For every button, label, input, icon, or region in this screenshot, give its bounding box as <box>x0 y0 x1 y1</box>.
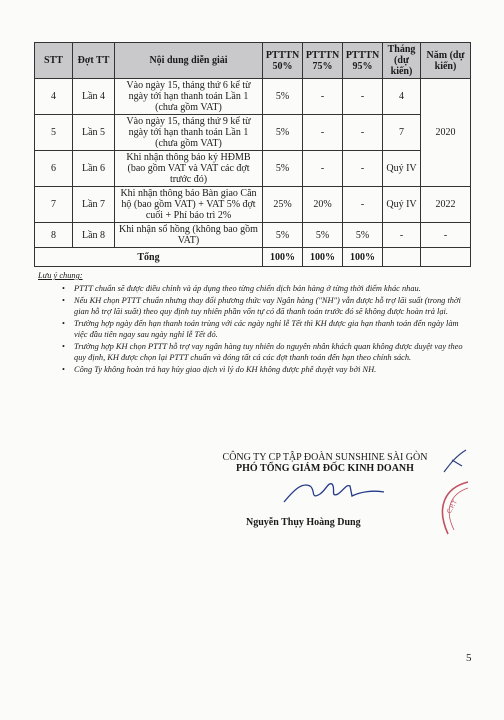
cell-p95: - <box>343 151 383 187</box>
cell-p50: 5% <box>263 223 303 248</box>
cell-p75: - <box>303 151 343 187</box>
page-number: 5 <box>466 652 472 664</box>
list-item: • Trường hợp KH chọn PTTT hỗ trợ vay ngân hàng tuy nhiên do nguyên nhân khách quan không được duyệt vay theo quy định, KH được chọn lại PTTT chuẩn và đóng tất cả các đợt thanh toán đến hạn theo chính sách. <box>62 342 463 362</box>
signer-name: Nguyễn Thụy Hoàng Dung <box>246 517 361 528</box>
general-notes <box>38 270 468 376</box>
notes-list <box>38 283 468 375</box>
cell-thang: Quý IV <box>383 187 421 223</box>
cell-p75: 5% <box>303 223 343 248</box>
col-dot-tt: Đợt TT <box>73 43 115 79</box>
company-name: CÔNG TY CP TẬP ĐOÀN SUNSHINE SÀI GÒN <box>222 452 428 463</box>
table-row <box>35 115 471 151</box>
cell-p50: 25% <box>263 187 303 223</box>
svg-text:C.P.T: C.P.T <box>445 499 459 515</box>
cell-p95: - <box>343 79 383 115</box>
cell-stt: 7 <box>35 187 73 223</box>
cell-noi-dung: Vào ngày 15, tháng thứ 9 kể từ ngày tới hạn thanh toán Lần 1 (chưa gồm VAT) <box>115 115 263 151</box>
col-thang: Tháng (dự kiến) <box>383 43 421 79</box>
cell-dot: Lần 8 <box>73 223 115 248</box>
col-pttn-95: PTTTN 95% <box>343 43 383 79</box>
cell-thang: - <box>383 223 421 248</box>
cell-thang: 7 <box>383 115 421 151</box>
cell-dot: Lần 7 <box>73 187 115 223</box>
table-row <box>35 151 471 187</box>
cell-noi-dung: Vào ngày 15, tháng thứ 6 kể từ ngày tới hạn thanh toán Lần 1 (chưa gồm VAT) <box>115 79 263 115</box>
bullet: • <box>62 319 65 328</box>
handwritten-signature-icon <box>280 472 390 512</box>
table-row <box>35 223 471 248</box>
list-item: • PTTT chuẩn sẽ được điều chỉnh và áp dụng theo từng chiến dịch bán hàng ở từng thời điểm khác nhau. <box>62 284 421 293</box>
cell-p95: - <box>343 187 383 223</box>
cell-stt: 5 <box>35 115 73 151</box>
cell-p75: - <box>303 115 343 151</box>
cell-thang: 4 <box>383 79 421 115</box>
table-row <box>35 187 471 223</box>
cell-p75: - <box>303 79 343 115</box>
col-noi-dung: Nội dung diễn giải <box>115 43 263 79</box>
cell-dot: Lần 6 <box>73 151 115 187</box>
signer-role: PHÓ TỔNG GIÁM ĐỐC KINH DOANH <box>236 463 414 474</box>
pen-flourish-icon <box>440 446 470 476</box>
list-item: • Công Ty không hoàn trả hay hủy giao dịch vì lý do KH không được phê duyệt vay bởi NH. <box>62 365 377 374</box>
bullet: • <box>62 365 65 374</box>
total-p95: 100% <box>343 248 383 267</box>
bullet: • <box>62 296 65 305</box>
total-p50: 100% <box>263 248 303 267</box>
cell-noi-dung: Khi nhận thông báo ký HĐMB (bao gồm VAT và VAT các đợt trước đó) <box>115 151 263 187</box>
cell-p75: 20% <box>303 187 343 223</box>
total-empty <box>421 248 471 267</box>
cell-stt: 4 <box>35 79 73 115</box>
cell-nam: - <box>421 223 471 248</box>
col-stt: STT <box>35 43 73 79</box>
list-item: • Nếu KH chọn PTTT chuẩn nhưng thay đổi phương thức vay Ngân hàng ("NH") vẫn được hỗ trợ lãi suất (trong thời gian hỗ trợ lãi suất) theo quy định tuy nhiên phần vốn tự có đã thanh toán trước đó sẽ không được hoàn trả lại. <box>62 296 461 316</box>
cell-noi-dung: Khi nhận thông báo Bàn giao Căn hộ (bao gồm VAT) + VAT 5% đợt cuối + Phí bảo trì 2% <box>115 187 263 223</box>
cell-nam-2022: 2022 <box>421 187 471 223</box>
cell-p50: 5% <box>263 115 303 151</box>
cell-thang: Quý IV <box>383 151 421 187</box>
table-row <box>35 79 471 115</box>
total-p75: 100% <box>303 248 343 267</box>
cell-p50: 5% <box>263 79 303 115</box>
total-label: Tổng <box>35 248 263 267</box>
cell-dot: Lần 5 <box>73 115 115 151</box>
col-pttn-50: PTTTN 50% <box>263 43 303 79</box>
signature-block <box>180 452 470 474</box>
cell-p95: 5% <box>343 223 383 248</box>
cell-p50: 5% <box>263 151 303 187</box>
table-header-row <box>35 43 471 79</box>
total-empty <box>383 248 421 267</box>
cell-p95: - <box>343 115 383 151</box>
cell-stt: 6 <box>35 151 73 187</box>
cell-nam-2020: 2020 <box>421 79 471 187</box>
payment-schedule-table <box>34 42 471 267</box>
col-nam: Năm (dự kiến) <box>421 43 471 79</box>
col-pttn-75: PTTTN 75% <box>303 43 343 79</box>
notes-heading: Lưu ý chung: <box>38 271 83 280</box>
cell-stt: 8 <box>35 223 73 248</box>
list-item: • Trường hợp ngày đến hạn thanh toán trùng với các ngày nghỉ lễ Tết thì KH được gia hạn thanh toán đến ngày làm việc đầu tiên ngay sau ngày nghỉ lễ Tết đó. <box>62 319 459 339</box>
table-total-row <box>35 248 471 267</box>
cell-noi-dung: Khi nhận sổ hồng (không bao gồm VAT) <box>115 223 263 248</box>
company-stamp-icon <box>430 478 470 538</box>
bullet: • <box>62 284 65 293</box>
bullet: • <box>62 342 65 351</box>
cell-dot: Lần 4 <box>73 79 115 115</box>
